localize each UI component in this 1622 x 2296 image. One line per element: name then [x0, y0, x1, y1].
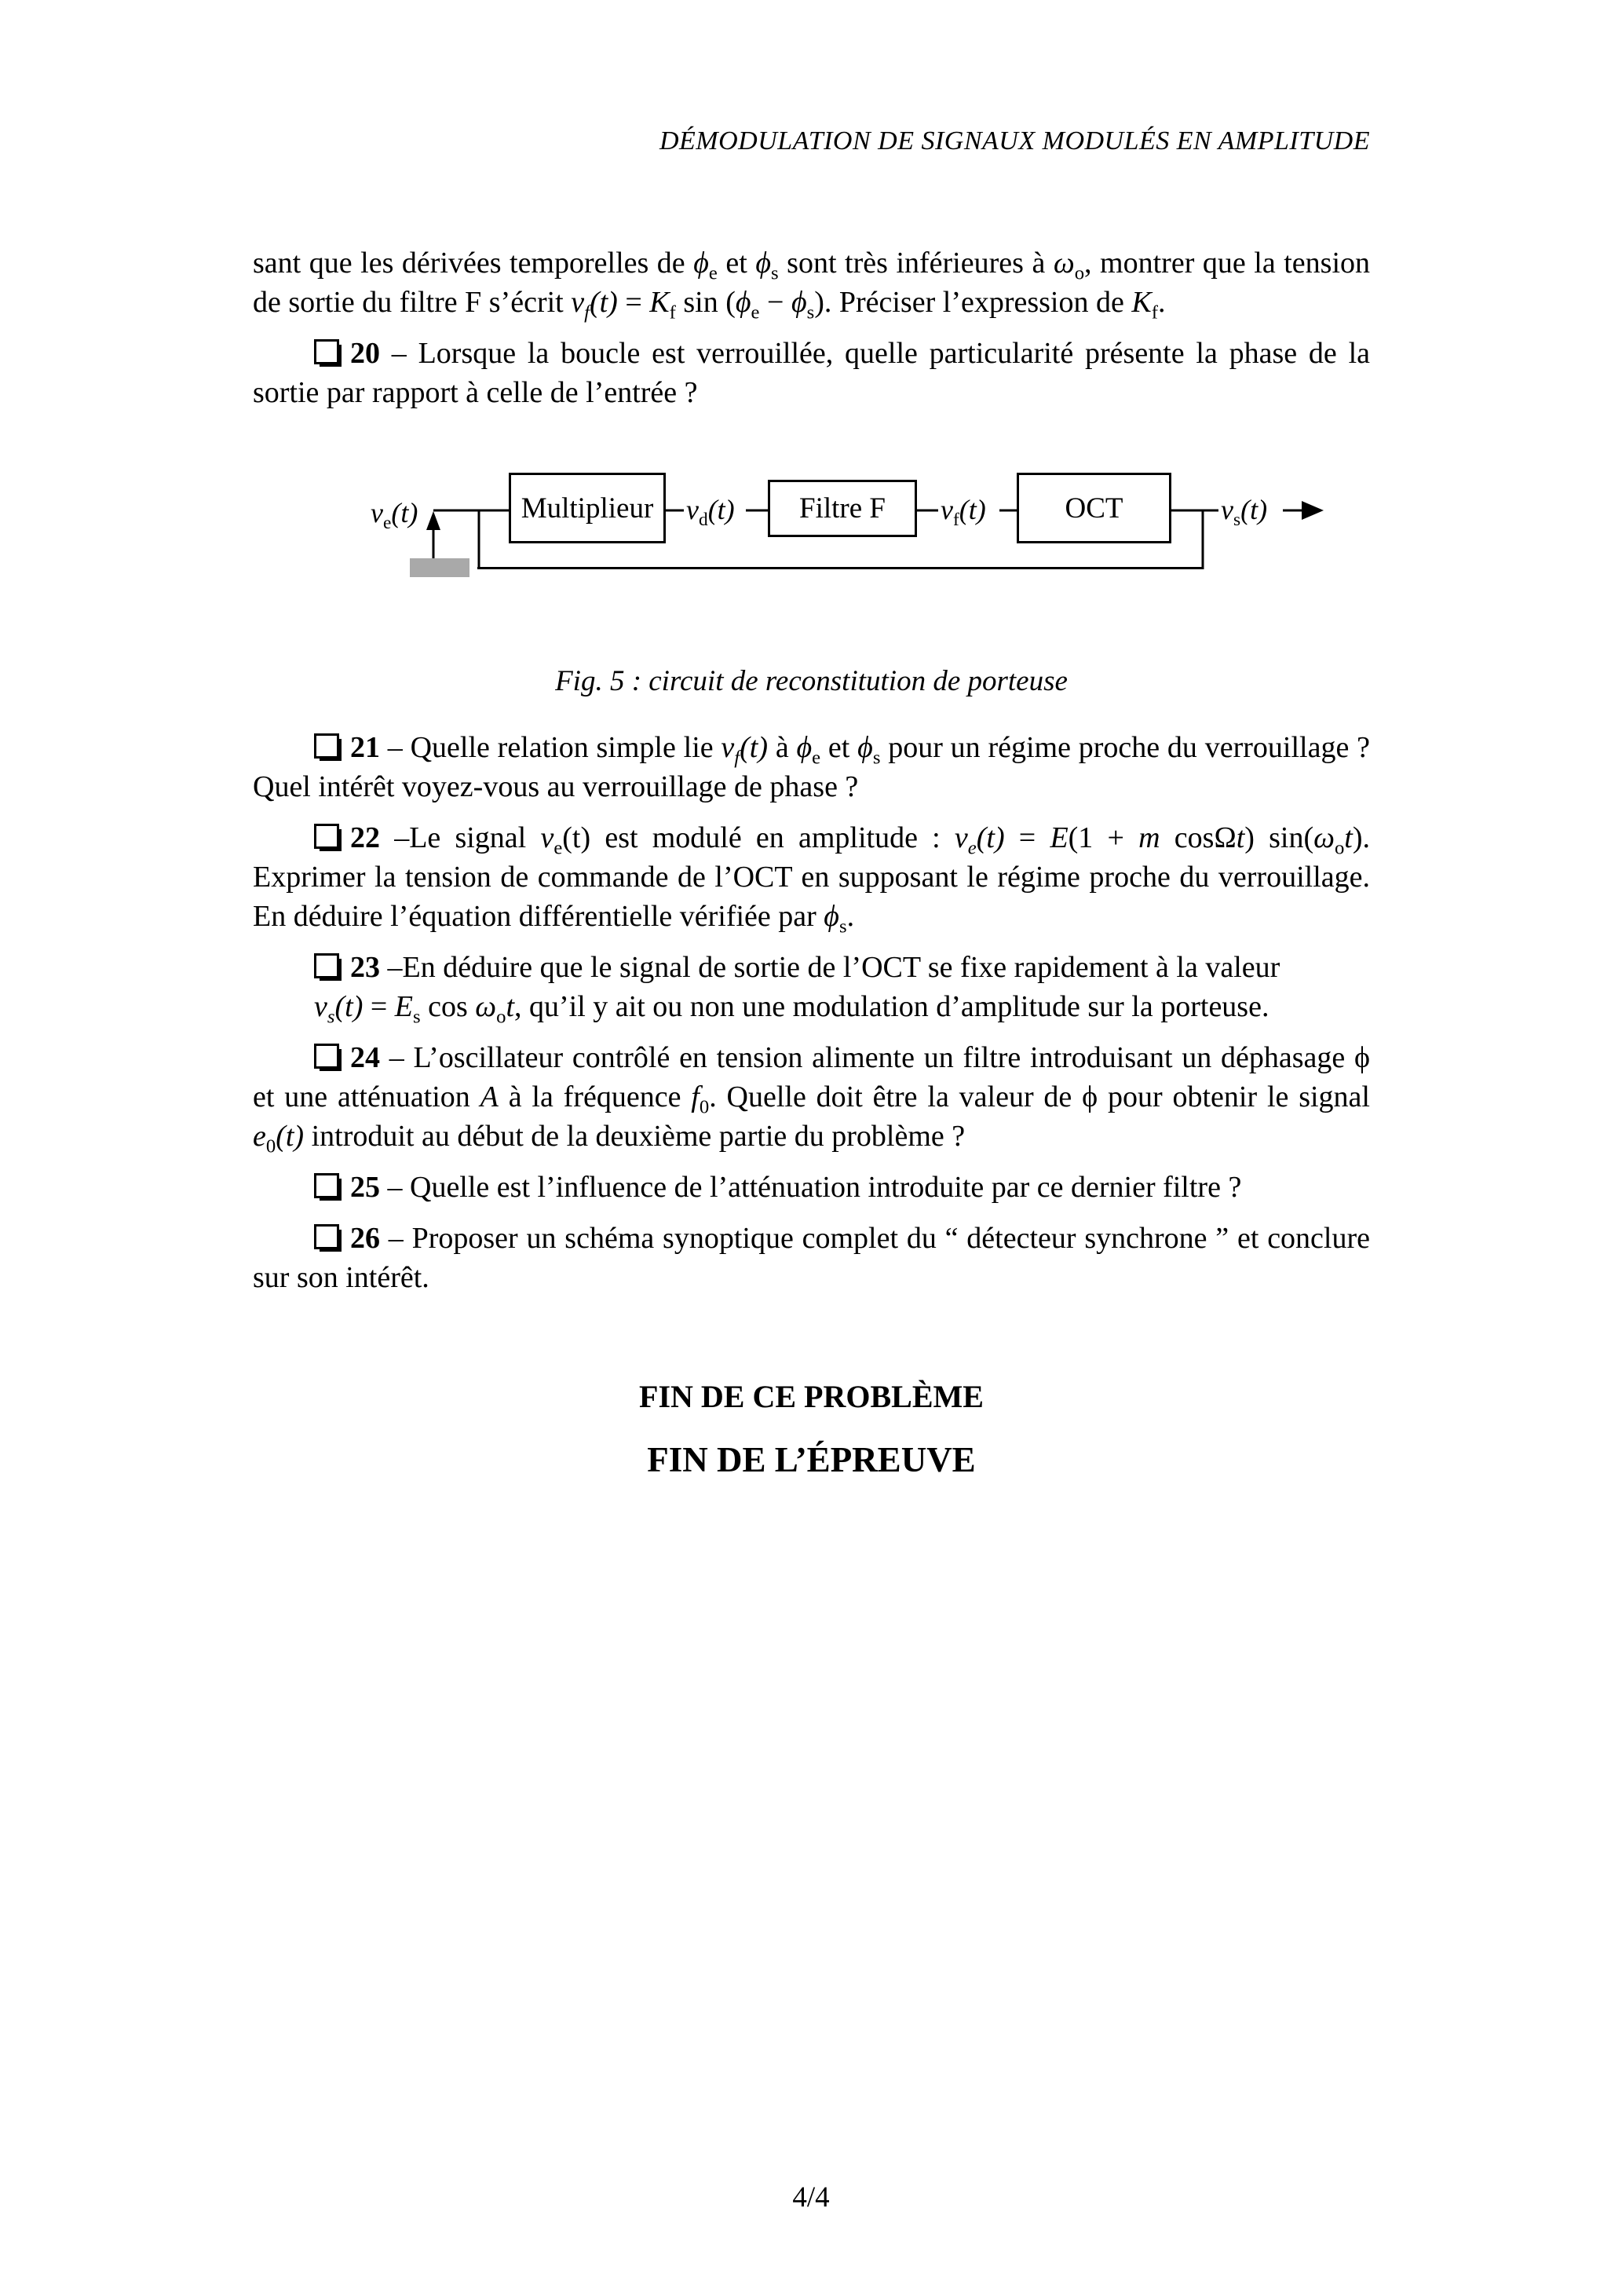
page-number: 4/4	[792, 2181, 830, 2214]
question-26	[253, 1219, 1370, 1297]
end-of-problem-title: FIN DE CE PROBLÈME	[639, 1379, 984, 1414]
paragraph-intro: sant que les dérivées temporelles de $\phi_e$ et $\phi_s$ sont très inférieures à $\omega_o$, montrer que la tension de sortie du filtre F s’écrit $v_f(t) = K_f$ $\sin (\phi_e - \phi_s)$. Préciser l’expression de $K_f$.	[253, 247, 1371, 324]
question-22	[253, 818, 1370, 936]
signal-label-vf: $v_f(t)$	[941, 494, 986, 531]
checkbox-icon	[314, 1044, 339, 1069]
signal-label-vs: $v_s(t)$	[1221, 494, 1268, 531]
input-arrow-head-icon	[426, 511, 440, 530]
checkbox-icon	[314, 339, 339, 364]
signal-label-vd: $v_d(t)$	[686, 494, 735, 531]
question-21-text: 21 – Quelle relation simple lie $v_f(t)$ à $\phi_e$ et $\phi_s$ pour un régime proche du verrouillage ? Quel intérêt voyez-vous au verrouillage de phase ?	[253, 731, 1370, 803]
source-pad	[410, 558, 469, 577]
question-26-text: 26 – Proposer un schéma synoptique complet du “ détecteur synchrone ” et conclure sur son intérêt.	[253, 1222, 1370, 1294]
running-header: DÉMODULATION DE SIGNAUX MODULÉS EN AMPLITUDE	[659, 126, 1370, 155]
question-22-text: 22 –Le signal $v_e(t)$ est modulé en amplitude : $v_e(t) = E(1 + m$ cosΩt) $\sin(\omega_ot)$. Exprimer la tension de commande de l’OCT en supposant le régime proche du verrouillage. En déduire l’équation différentielle vérifiée par $\phi_s$.	[253, 821, 1371, 938]
block-multiplier-label: Multiplieur	[521, 492, 654, 525]
block-oct	[1017, 473, 1171, 543]
checkbox-icon	[314, 953, 339, 978]
question-21	[253, 728, 1370, 806]
question-20-text: 20 – Lorsque la boucle est verrouillée, quelle particularité présente la phase de la sortie par rapport à celle de l’entrée ?	[253, 337, 1370, 409]
question-23	[253, 948, 1370, 1026]
question-23-text: 23 –En déduire que le signal de sortie de l’OCT se fixe rapidement à la valeur $v_s(t) = E_s$ $\cos \omega_ot$, qu’il y ait ou non une modulation d’amplitude sur la porteuse.	[314, 951, 1280, 1028]
block-filter-label: Filtre F	[799, 492, 886, 525]
end-of-exam-title: FIN DE L’ÉPREUVE	[647, 1440, 976, 1479]
output-arrow-head-icon	[1302, 501, 1324, 520]
question-25	[253, 1168, 1370, 1207]
block-oct-label: OCT	[1065, 492, 1123, 525]
figure-caption: Fig. 5 : circuit de reconstitution de porteuse	[555, 665, 1068, 697]
checkbox-icon	[314, 1173, 339, 1198]
checkbox-icon	[314, 824, 339, 849]
question-20	[253, 334, 1370, 412]
question-24	[253, 1038, 1370, 1156]
figure-5-diagram	[253, 469, 1370, 602]
question-25-text: 25 – Quelle est l’influence de l’atténuation introduite par ce dernier filtre ?	[350, 1171, 1242, 1204]
checkbox-icon	[314, 733, 339, 759]
question-24-text: 24 – L’oscillateur contrôlé en tension alimente un filtre introduisant un déphasage ϕ et une atténuation A à la fréquence $f_0$. Quelle doit être la valeur de ϕ pour obtenir le signal $e_0(t)$ introduit au début de la deuxième partie du problème ?	[253, 1041, 1370, 1157]
block-multiplier	[509, 473, 666, 543]
checkbox-icon	[314, 1224, 339, 1249]
signal-label-ve: $v_e(t)$	[371, 497, 418, 534]
block-filter	[768, 480, 917, 537]
